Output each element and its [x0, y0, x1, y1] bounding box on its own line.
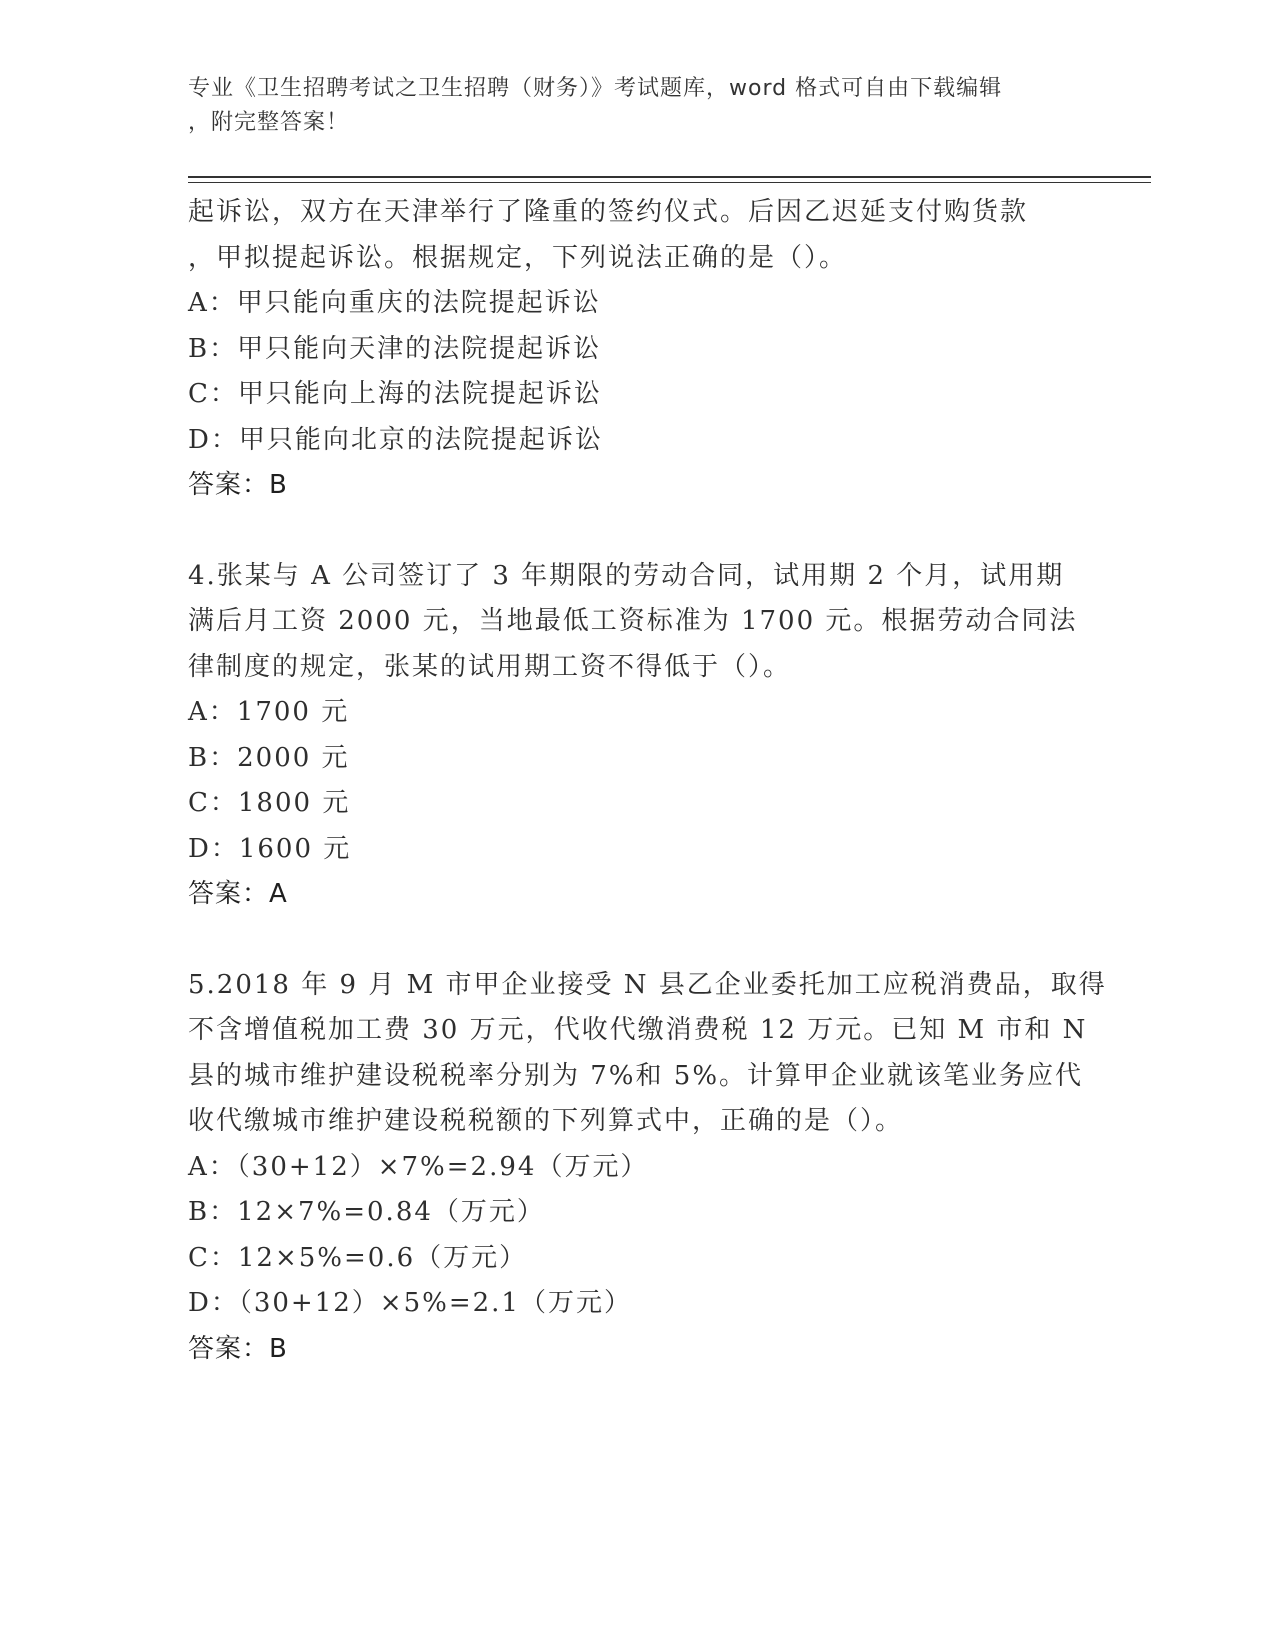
header-line-2: ，附完整答案！ — [188, 110, 350, 135]
option-d: D：（30+12）×5%=2.1（万元） — [188, 1288, 632, 1318]
question-list — [188, 190, 1107, 1372]
answer-label: 答案：B — [188, 1333, 288, 1364]
option-c: C：1800 元 — [188, 788, 351, 818]
option-b: B：甲只能向天津的法院提起诉讼 — [188, 333, 602, 364]
question-text-line: ，甲拟提起诉讼。根据规定，下列说法正确的是（）。 — [188, 242, 848, 273]
option-d: D：甲只能向北京的法院提起诉讼 — [188, 424, 603, 455]
question-text-line: 县的城市维护建设税税率分别为 7%和 5%。计算甲企业就该笔业务应代 — [188, 1060, 1084, 1091]
answer-label: 答案：B — [188, 470, 288, 500]
question-3 — [188, 190, 1088, 509]
question-text-line: 收代缴城市维护建设税税额的下列算式中，正确的是（）。 — [188, 1106, 904, 1136]
question-text-line: 5.2018 年 9 月 M 市甲企业接受 N 县乙企业委托加工应税消费品，取得 — [188, 969, 1107, 1000]
header-divider-bottom — [188, 182, 1151, 183]
option-d: D：1600 元 — [188, 833, 352, 864]
header-divider-top — [188, 176, 1151, 178]
option-a: A：1700 元 — [188, 697, 350, 727]
option-a: A：（30+12）×7%=2.94（万元） — [188, 1151, 649, 1182]
question-5 — [188, 963, 1107, 1373]
question-4 — [188, 554, 1088, 918]
answer-label: 答案：A — [188, 879, 288, 909]
option-c: C：甲只能向上海的法院提起诉讼 — [188, 379, 602, 409]
question-text-line: 4.张某与 A 公司签订了 3 年期限的劳动合同，试用期 2 个月，试用期 — [188, 560, 1065, 591]
spacer — [188, 509, 1088, 554]
option-b: B：12×7%=0.84（万元） — [188, 1197, 545, 1227]
header-line-1: 专业《卫生招聘考试之卫生招聘（财务）》考试题库，word 格式可自由下载编辑 — [188, 76, 1003, 101]
question-text-line: 满后月工资 2000 元，当地最低工资标准为 1700 元。根据劳动合同法 — [188, 606, 1078, 636]
spacer — [188, 918, 1088, 963]
option-c: C：12×5%=0.6（万元） — [188, 1242, 528, 1273]
option-a: A：甲只能向重庆的法院提起诉讼 — [188, 288, 601, 318]
question-text-line: 律制度的规定，张某的试用期工资不得低于（）。 — [188, 651, 792, 682]
question-text-line: 不含增值税加工费 30 万元，代收代缴消费税 12 万元。已知 M 市和 N — [188, 1015, 1088, 1045]
document-header — [188, 72, 1068, 140]
question-text-line: 起诉讼，双方在天津举行了隆重的签约仪式。后因乙迟延支付购货款 — [188, 197, 1029, 227]
option-b: B：2000 元 — [188, 742, 350, 773]
